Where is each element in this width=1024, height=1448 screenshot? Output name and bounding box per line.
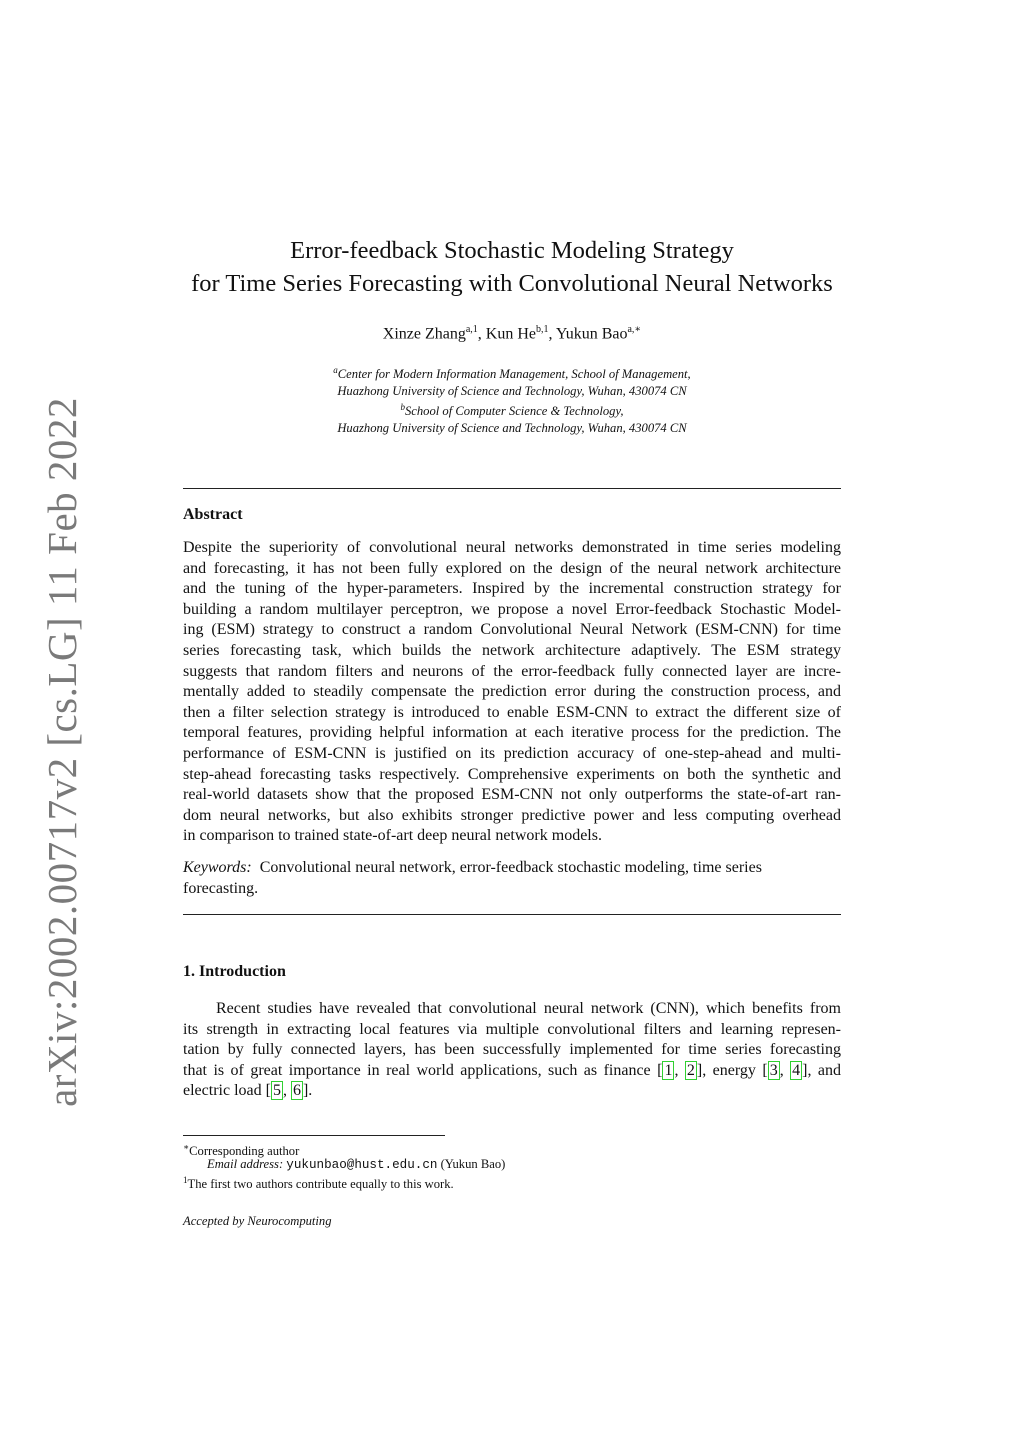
arxiv-identifier: arXiv:2002.00717v2 [cs.LG] 11 Feb 2022 (39, 397, 85, 1107)
citation-separator: , (282, 1082, 291, 1100)
intro-line: tation by fully connected layers, has been successfully implemented for time series forecasting (183, 1041, 841, 1059)
footnote-equal-contribution (183, 1172, 454, 1193)
affiliation-mark: a (333, 365, 338, 375)
author-name: Kun He (485, 325, 537, 343)
keywords-line-2: forecasting. (183, 879, 259, 897)
intro-text: ], energy [ (696, 1061, 768, 1079)
abstract-line: then a filter selection strategy is introduced to enable ESM-CNN to extract the different size of (183, 703, 841, 721)
intro-line: its strength in extracting local features via multiple convolutional filters and learning represen- (183, 1020, 841, 1038)
abstract-body (183, 538, 841, 847)
abstract-line: dom neural networks, but also exhibits stronger predictive power and less computing overhead (183, 806, 841, 824)
affiliation-a-line-2: Huazhong University of Science and Technology, Wuhan, 430074 CN (337, 383, 687, 398)
affiliation-b (0, 399, 1024, 420)
abstract-line: building a random multilayer perceptron, we propose a novel Error-feedback Stochastic Model- (183, 600, 841, 618)
abstract-line: series forecasting task, which builds the network architecture adaptively. The ESM strategy (183, 641, 841, 659)
affiliation-b-line-2: Huazhong University of Science and Technology, Wuhan, 430074 CN (337, 420, 687, 435)
abstract-line: and the tuning of the hyper-parameters. Inspired by the incremental construction strategy for (183, 580, 841, 598)
abstract-line: performance of ESM-CNN is justified on its prediction accuracy of one-step-ahead and multi- (183, 744, 841, 762)
abstract-line: in comparison to trained state-of-art deep neural network models. (183, 827, 602, 845)
abstract-line: Despite the superiority of convolutional neural networks demonstrated in time series modeling (183, 539, 841, 556)
abstract-line: ing (ESM) strategy to construct a random Convolutional Neural Network (ESM-CNN) for time (183, 621, 841, 639)
author-name: Yukun Bao (555, 325, 628, 343)
keywords-line (183, 858, 841, 879)
abstract-line: and forecasting, it has not been fully explored on the design of the neural network architecture (183, 559, 841, 577)
abstract-line: step-ahead forecasting tasks respectively. Comprehensive experiments on both the synthetic and (183, 765, 841, 783)
citation-link[interactable]: 1 (664, 1061, 673, 1079)
affiliation-text: School of Computer Science & Technology, (405, 404, 624, 419)
email-link[interactable]: yukunbao@hust.edu.cn (286, 1158, 438, 1172)
footnote-rule (183, 1135, 445, 1136)
intro-line: Recent studies have revealed that convolutional neural network (CNN), which benefits from (216, 1000, 841, 1017)
email-label: Email address: (207, 1157, 284, 1171)
keywords-label: Keywords: (183, 859, 252, 876)
affiliation-text: Center for Modern Information Management, School of Management, (337, 367, 691, 382)
author-separator: , (477, 325, 486, 343)
citation-separator: , (779, 1061, 791, 1079)
abstract-heading: Abstract (183, 506, 243, 523)
abstract-line: suggests that random filters and neurons of the error-feedback fully connected layer are incre- (183, 662, 841, 680)
citation-link[interactable]: 2 (686, 1061, 695, 1079)
footnote-text: Corresponding author (189, 1144, 300, 1159)
footnote-text: The first two authors contribute equally to this work. (187, 1177, 454, 1192)
affiliation-mark: b (400, 402, 405, 413)
section-heading-introduction: 1. Introduction (183, 963, 286, 980)
affiliations (0, 362, 1024, 436)
keywords (183, 858, 841, 899)
citation-link[interactable]: 3 (769, 1061, 778, 1079)
abstract-top-rule (183, 488, 841, 489)
author-affiliation-mark: a,∗ (627, 324, 642, 335)
abstract-line: temporal features, providing helpful information at each iterative process for the prediction. The (183, 724, 841, 742)
author-separator: , (548, 325, 556, 343)
author-affiliation-mark: a,1 (465, 324, 478, 335)
publication-note: Accepted by Neurocomputing (183, 1214, 332, 1228)
abstract-line: mentally added to steadily compensate the prediction error during the construction process, and (183, 683, 841, 701)
citation-link[interactable]: 4 (792, 1061, 801, 1079)
intro-text: ], and (802, 1061, 842, 1079)
abstract-line: real-world datasets show that the proposed ESM-CNN not only outperforms the state-of-art ran- (183, 786, 841, 804)
affiliation-a (0, 362, 1024, 383)
author-list (0, 324, 1024, 343)
footnote-mark: 1 (183, 1175, 188, 1185)
title-line-1: Error-feedback Stochastic Modeling Strategy (290, 237, 734, 264)
title-line-2: for Time Series Forecasting with Convolutional Neural Networks (191, 270, 833, 297)
citation-link[interactable]: 6 (292, 1082, 301, 1100)
paper-title (0, 234, 1024, 300)
footnote-email (207, 1156, 505, 1174)
intro-text: electric load [ (183, 1082, 271, 1100)
author-name: Xinze Zhang (382, 325, 466, 343)
intro-line (183, 1061, 841, 1082)
intro-line (183, 1081, 841, 1102)
abstract-bottom-rule (183, 914, 841, 915)
citation-link[interactable]: 5 (272, 1082, 281, 1100)
introduction-paragraph (183, 999, 841, 1102)
author-affiliation-mark: b,1 (536, 324, 549, 335)
citation-separator: , (674, 1061, 685, 1079)
intro-text: ]. (302, 1082, 313, 1100)
keywords-text: Convolutional neural network, error-feedback stochastic modeling, time series (259, 859, 762, 876)
intro-text: that is of great importance in real world applications, such as finance [ (183, 1061, 663, 1079)
email-owner: (Yukun Bao) (440, 1157, 506, 1171)
footnote-mark: ∗ (183, 1142, 190, 1152)
